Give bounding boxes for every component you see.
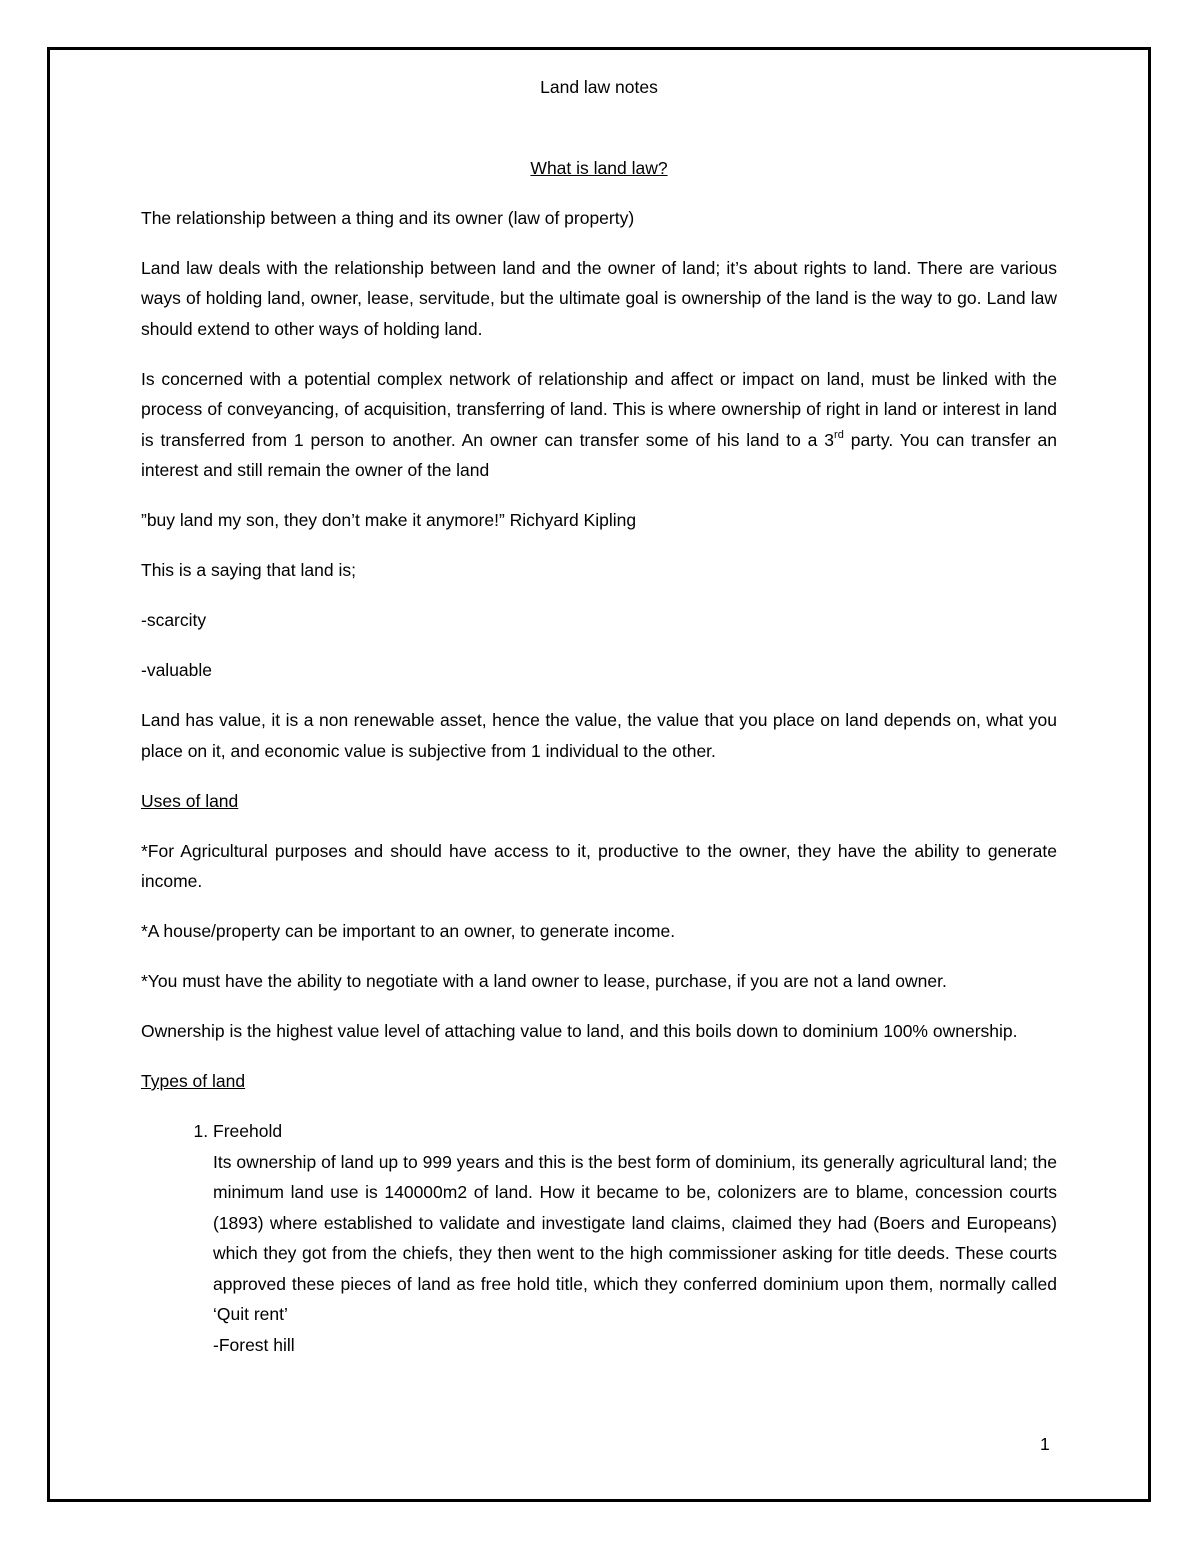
paragraph-text-cont: party. You can transfer an interest and still remain the owner of the land — [141, 429, 1057, 480]
paragraph-conveyancing — [141, 364, 1057, 486]
list-item-valuable: -valuable — [141, 660, 213, 680]
use-item-negotiate: *You must have the ability to negotiate with a land owner to lease, purchase, if you are not a land owner. — [141, 971, 947, 991]
list-item — [213, 1116, 1057, 1360]
use-item-house: *A house/property can be important to an owner, to generate income. — [141, 921, 676, 941]
superscript-ordinal: rd — [834, 428, 844, 441]
use-item-agricultural: *For Agricultural purposes and should have access to it, productive to the owner, they have the ability to generate income. — [141, 840, 1057, 891]
page-number: 1 — [1040, 1434, 1050, 1454]
paragraph-saying: This is a saying that land is; — [141, 560, 356, 580]
section-heading-types-of-land — [141, 1066, 1057, 1097]
paragraph-land-value: Land has value, it is a non renewable asset, hence the value, the value that you place on land depends on, what you place on it, and economic value is subjective from 1 individual to the other. — [141, 710, 1057, 761]
section-heading-text: Uses of land — [141, 790, 239, 811]
paragraph-text: Is concerned with a potential complex network of relationship and affect or impact on land, must be linked with the process of conveyancing, of acquisition, transferring of land. This is where ownership of right in land or interest in land is transferred from 1 person to another. An owner can transfer some of his land to a 3 — [141, 368, 1057, 450]
type-extra-forest-hill: -Forest hill — [213, 1334, 295, 1355]
type-body-freehold: Its ownership of land up to 999 years and this is the best form of dominium, its generally agricultural land; the minimum land use is 140000m2 of land. How it became to be, colonizers are to blame, concession courts (1893) where established to validate and investigate land claims, claimed they had (Boers and Europeans) which they got from the chiefs, they then went to the high commissioner asking for title deeds. These courts approved these pieces of land as free hold title, which they conferred dominium upon them, normally called ‘Quit rent’ — [213, 1151, 1057, 1324]
types-list — [141, 1116, 1057, 1360]
list-item-scarcity: -scarcity — [141, 610, 207, 630]
quote-kipling: ”buy land my son, they don’t make it anymore!” Richyard Kipling — [141, 510, 637, 530]
type-title-freehold: 1. Freehold — [213, 1121, 283, 1141]
section-heading-what-is-land-law — [141, 153, 1057, 184]
document-body — [141, 72, 1057, 1360]
document-title: Land law notes — [540, 77, 658, 97]
paragraph-definition: The relationship between a thing and its owner (law of property) — [141, 207, 635, 228]
section-heading-text: Types of land — [141, 1071, 246, 1091]
paragraph-ownership: Ownership is the highest value level of attaching value to land, and this boils down to dominium 100% ownership. — [141, 1021, 1018, 1041]
paragraph-land-law-rights: Land law deals with the relationship between land and the owner of land; it’s about rights to land. There are various ways of holding land, owner, lease, servitude, but the ultimate goal is ownership of the land is the way to go. Land law should extend to other ways of holding land. — [141, 257, 1057, 339]
section-heading-uses-of-land — [141, 786, 1057, 817]
section-heading-text: What is land law? — [530, 157, 668, 178]
